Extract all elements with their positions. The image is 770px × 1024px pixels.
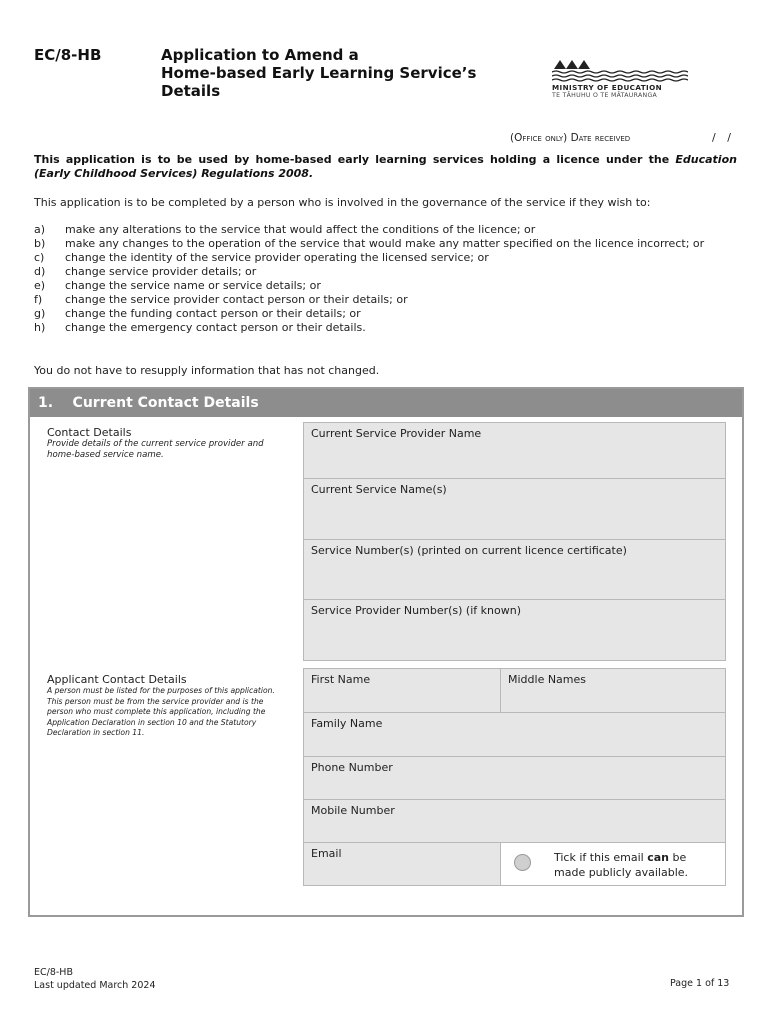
list-item: c) change the identity of the service provider operating the licensed service; or [34,251,489,264]
service-numbers-field[interactable]: Service Number(s) (printed on current licence certificate) [304,540,725,600]
applicant-details-hint: A person must be listed for the purposes of this application. This person must be from the service provider and is the person who must complete this application, including the Application Declaration in section 10 and the Statutory Declaration in section 11. [47,686,275,737]
footer-left [34,966,156,992]
section-current-contact-details [28,387,744,917]
contact-details-label: Contact Details [47,426,132,439]
logo-text-english: MINISTRY OF EDUCATION [552,83,663,92]
office-prefix: ( [510,132,515,144]
service-names-field[interactable]: Current Service Name(s) [304,479,725,540]
title-line-1: Application to Amend a [161,46,359,64]
list-item: d) change service provider details; or [34,265,257,278]
email-public-radio[interactable] [514,854,531,871]
service-provider-name-field[interactable]: Current Service Provider Name [304,423,725,479]
footer-form-code: EC/8-HB [34,967,73,978]
middle-names-field[interactable]: Middle Names [501,669,725,713]
contact-details-label-group [47,426,292,460]
applicant-details-box [303,668,726,886]
logo-text-maori: TE TĀHUHU O TE MĀTAURANGA [552,92,658,99]
family-name-field[interactable]: Family Name [304,713,725,757]
regulation-name: Education (Early Childhood Services) Regulations 2008. [34,153,737,180]
page-number: Page 1 of 13 [670,978,730,989]
purpose-list [34,223,737,335]
section-heading: 1. Current Contact Details [30,389,742,417]
title-line-2: Home-based Early Learning Service’s [161,64,477,82]
office-only-label [510,132,630,144]
resupply-note: You do not have to resupply information that has not changed. [34,364,380,377]
form-code: EC/8-HB [34,46,102,64]
list-item: f) change the service provider contact person or their details; or [34,293,408,306]
office-label-text: Office only) Date received [514,132,631,144]
applicant-details-label: Applicant Contact Details [47,673,187,686]
contact-details-hint: Provide details of the current service provider and home-based service name. [47,439,264,460]
applicant-label-group [47,673,287,739]
service-provider-numbers-field[interactable]: Service Provider Number(s) (if known) [311,604,521,617]
footer-updated: Last updated March 2024 [34,980,156,991]
intro-bold-text: This application is to be used by home-based early learning services holding a licence under the [34,153,670,166]
list-item: g) change the funding contact person or their details; or [34,307,361,320]
list-item: e) change the service name or service details; or [34,279,321,292]
first-name-field[interactable]: First Name [304,669,501,713]
email-public-option [501,843,725,885]
date-received-field[interactable]: / / [712,131,731,144]
mobile-number-field[interactable]: Mobile Number [304,800,725,843]
email-field[interactable]: Email [304,843,501,885]
email-public-label: Tick if this email can be made publicly available. [554,851,689,879]
page-title [161,46,521,100]
completion-instruction: This application is to be completed by a person who is involved in the governance of the service if they wish to: [34,196,651,209]
title-line-3: Details [161,82,221,100]
phone-number-field[interactable]: Phone Number [304,757,725,800]
list-item: a) make any alterations to the service that would affect the conditions of the licence; or [34,223,536,236]
intro-statement [34,153,737,181]
contact-details-box [303,422,726,661]
list-item: h) change the emergency contact person or their details. [34,321,366,334]
list-item: b) make any changes to the operation of the service that would make any matter specified on the licence incorrect; or [34,237,705,250]
